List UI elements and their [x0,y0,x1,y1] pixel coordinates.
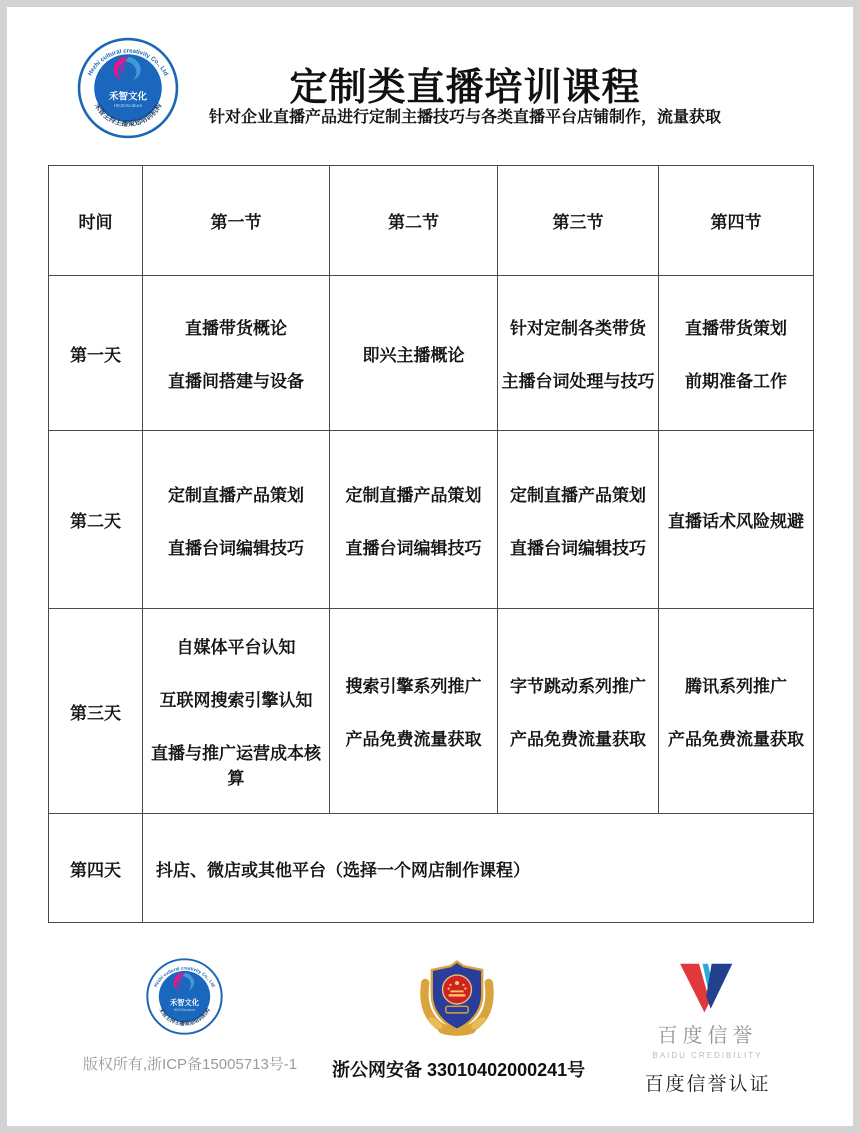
course-line: 前期准备工作 [685,372,787,391]
baidu-cert-label: 百度信誉认证 [644,1074,771,1095]
course-line: 互联网搜索引擎认知 [159,691,313,710]
course-cell [330,609,498,814]
day-label: 第三天 [49,609,143,814]
course-cell [498,609,659,814]
header-cell-session-4: 第四节 [659,166,814,276]
course-line: 即兴主播概论 [362,345,465,365]
course-line: 产品免费流量获取 [510,730,646,749]
header-cell-time: 时间 [49,166,143,276]
header-cell-session-1: 第一节 [143,166,330,276]
course-cell [659,431,814,609]
course-line: 自媒体平台认知 [176,638,296,657]
course-line: 定制直播产品策划 [168,485,304,505]
course-line: 直播带货策划 [685,319,787,338]
police-record-number: 浙公网安备 33010402000241号 [332,1060,586,1080]
course-line: 直播台词编辑技巧 [168,538,304,558]
course-line: 直播带货概论 [185,319,287,338]
header-cell-session-3: 第三节 [498,166,659,276]
course-line: 产品免费流量获取 [345,730,482,749]
day-label: 第二天 [49,431,143,609]
course-line: 直播台词编辑技巧 [345,538,482,558]
table-row-day2 [49,431,814,609]
copyright-icp-text: 版权所有,浙ICP备15005713号-1 [82,1056,298,1073]
course-cell [143,276,330,431]
course-line: 直播话术风险规避 [668,512,804,531]
police-badge-icon [415,955,499,1039]
course-line: 定制直播产品策划 [510,485,646,505]
course-cell [659,276,814,431]
header-cell-session-2: 第二节 [330,166,498,276]
table-row-day3 [49,609,814,814]
course-schedule-table [48,165,814,923]
course-line: 定制直播产品策划 [345,485,482,505]
course-cell [659,609,814,814]
course-line: 字节跳动系列推广 [510,677,646,696]
table-row-day4 [49,814,814,923]
company-logo-footer-icon [145,957,224,1036]
baidu-credibility-block [625,962,790,1096]
baidu-credibility-en-label: BAIDU CREDIBILITY [652,1051,763,1060]
course-line: 产品免费流量获取 [668,730,804,749]
course-cell [498,431,659,609]
table-header-row [49,166,814,276]
course-line: 直播间搭建与设备 [168,372,304,391]
course-line: 搜索引擎系列推广 [345,677,482,696]
page-subtitle: 针对企业直播产品进行定制主播技巧与各类直播平台店铺制作，流量获取 [208,109,721,126]
course-line: 主播台词处理与技巧 [501,372,655,391]
baidu-credibility-icon [676,962,740,1016]
course-line: 直播台词编辑技巧 [510,538,646,558]
day-label: 第一天 [49,276,143,431]
course-cell [498,276,659,431]
day-label: 第四天 [49,814,143,923]
course-cell [143,431,330,609]
course-cell [330,276,498,431]
course-cell [143,609,330,814]
page-title: 定制类直播培训课程 [289,67,641,109]
course-cell-merged: 抖店、微店或其他平台（选择一个网店制作课程） [143,814,814,923]
table-row-day1 [49,276,814,431]
baidu-credibility-cn-label: 百度信誉 [657,1025,758,1047]
course-line: 腾讯系列推广 [685,677,787,696]
course-cell [330,431,498,609]
course-line: 针对定制各类带货 [510,319,646,338]
course-line: 直播与推广运营成本核算 [151,744,321,788]
